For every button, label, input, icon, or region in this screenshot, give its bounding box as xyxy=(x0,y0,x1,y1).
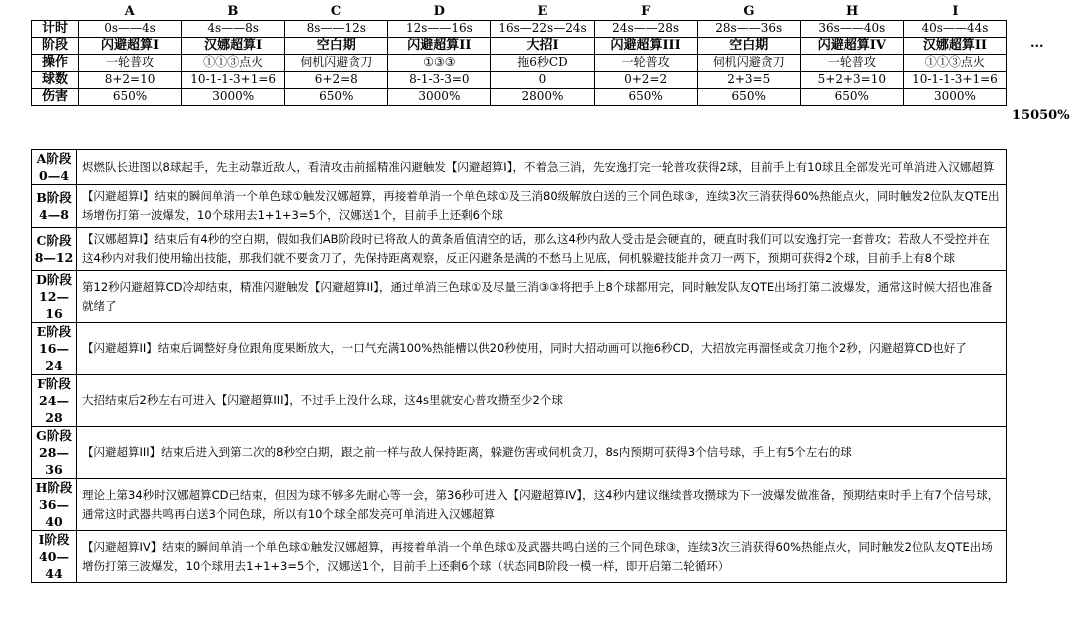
timeline-cell-damage: 650% xyxy=(697,89,800,106)
timeline-cell-time: 0s——4s xyxy=(79,21,182,38)
timeline-table xyxy=(31,20,1007,106)
timeline-cell-balls: 10-1-1-3+1=6 xyxy=(903,72,1006,89)
phase-description: 第12秒闪避超算CD冷却结束，精准闪避触发【闪避超算II】，通过单消三色球①及尽量三消③③将把手上8个球都用完，同时触发队友QTE出场打第二波爆发，通常这时候大招也准备就绪了 xyxy=(77,271,1007,323)
timeline-cell-time: 4s——8s xyxy=(182,21,285,38)
timeline-cell-stage: 汉娜超算I xyxy=(182,38,285,55)
phase-name: H阶段 xyxy=(35,480,73,495)
column-letter: F xyxy=(641,4,651,19)
phase-row xyxy=(32,427,1007,479)
timeline-cell-balls: 2+3=5 xyxy=(697,72,800,89)
timeline-cell-time: 24s——28s xyxy=(594,21,697,38)
row-header: 球数 xyxy=(32,72,79,89)
timeline-cell-stage: 汉娜超算II xyxy=(903,38,1006,55)
column-letter: D xyxy=(433,4,445,19)
phase-name: B阶段 xyxy=(36,190,72,205)
phase-header xyxy=(32,271,77,323)
timeline-cell-time: 28s——36s xyxy=(697,21,800,38)
phase-header xyxy=(32,479,77,531)
phase-row xyxy=(32,150,1007,185)
ellipsis: ... xyxy=(1030,36,1044,51)
timeline-cell-damage: 3000% xyxy=(182,89,285,106)
phase-header xyxy=(32,375,77,427)
timeline-cell-op: ①①③点火 xyxy=(903,55,1006,72)
timeline-cell-stage: 闪避超算I xyxy=(79,38,182,55)
column-letter: E xyxy=(537,4,548,19)
timeline-cell-damage: 3000% xyxy=(903,89,1006,106)
phase-description: 【闪避超算II】结束后调整好身位跟角度果断放大，一口气充满100%热能槽以供20秒使用，同时大招动画可以拖6秒CD，大招放完再溜怪或贪刀拖个2秒，闪避超算CD也好了 xyxy=(77,323,1007,375)
column-letter: H xyxy=(845,4,859,19)
timeline-row-balls xyxy=(32,72,1007,89)
phase-row xyxy=(32,479,1007,531)
phase-range: 8—12 xyxy=(34,250,74,265)
timeline-row-stage xyxy=(32,38,1007,55)
phase-header xyxy=(32,323,77,375)
phase-range: 40—44 xyxy=(39,549,69,581)
phase-description: 理论上第34秒时汉娜超算CD已结束，但因为球不够多先耐心等一会，第36秒可进入【闪避超算IV】，这4秒内建议继续普攻攒球为下一波爆发做准备，预期结束时手上有7个信号球，通常这时武器共鸣再白送3个同色球，所以有10个球全部发亮可单消进入汉娜超算 xyxy=(77,479,1007,531)
timeline-cell-balls: 10-1-1-3+1=6 xyxy=(182,72,285,89)
phase-range: 24—28 xyxy=(39,393,69,425)
phase-header xyxy=(32,427,77,479)
timeline-cell-op: 伺机闪避贪刀 xyxy=(285,55,388,72)
total-damage: 15050% xyxy=(1012,108,1070,123)
phase-description: 烬燃队长进图以8球起手，先主动靠近敌人，看清攻击前摇精准闪避触发【闪避超算I】，不着急三消，先安逸打完一轮普攻获得2球，目前手上有10球且全部发光可单消进入汉娜超算 xyxy=(77,150,1007,185)
timeline-cell-op: ①③③ xyxy=(388,55,491,72)
timeline-cell-time: 40s——44s xyxy=(903,21,1006,38)
timeline-cell-damage: 650% xyxy=(79,89,182,106)
timeline-cell-stage: 空白期 xyxy=(697,38,800,55)
timeline-cell-balls: 8-1-3-3=0 xyxy=(388,72,491,89)
phase-range: 16—24 xyxy=(39,341,69,373)
phase-row xyxy=(32,271,1007,323)
phase-row xyxy=(32,531,1007,583)
phase-row xyxy=(32,323,1007,375)
timeline-cell-time: 36s——40s xyxy=(800,21,903,38)
timeline-row-op xyxy=(32,55,1007,72)
timeline-cell-time: 12s——16s xyxy=(388,21,491,38)
timeline-row-time xyxy=(32,21,1007,38)
timeline-cell-op: 伺机闪避贪刀 xyxy=(697,55,800,72)
timeline-cell-damage: 650% xyxy=(594,89,697,106)
column-letter: C xyxy=(330,4,342,19)
column-letter: B xyxy=(227,4,239,19)
timeline-cell-balls: 5+2+3=10 xyxy=(800,72,903,89)
timeline-cell-balls: 8+2=10 xyxy=(79,72,182,89)
timeline-cell-op: 一轮普攻 xyxy=(594,55,697,72)
phase-range: 0—4 xyxy=(39,168,69,183)
timeline-cell-balls: 6+2=8 xyxy=(285,72,388,89)
phase-row xyxy=(32,228,1007,271)
timeline-cell-op: 拖6秒CD xyxy=(491,55,594,72)
phase-range: 4—8 xyxy=(39,207,69,222)
timeline-cell-time: 16s—22s—24s xyxy=(491,21,594,38)
phase-description: 【闪避超算I】结束的瞬间单消一个单色球①触发汉娜超算，再接着单消一个单色球①及三消80级解放白送的三个同色球③，连续3次三消获得60%热能点火，同时触发2位队友QTE出场增伤打第一波爆发，10个球用去1+1+3=5个，汉娜送1个，目前手上还剩6个球 xyxy=(77,185,1007,228)
phase-description: 【汉娜超算I】结束后有4秒的空白期，假如我们AB阶段时已将敌人的黄条盾值清空的话，那么这4秒内敌人受击是会硬直的，硬直时我们可以安逸打完一套普攻；若敌人不受控并在这4秒内对我们使用输出技能，那我们就不要贪刀了，先保持距离观察，反正闪避条是满的不愁马上见底，伺机躲避技能并贪刀一两下，预期可获得2个球，目前手上有8个球 xyxy=(77,228,1007,271)
column-letter: A xyxy=(124,4,135,19)
phase-name: D阶段 xyxy=(36,272,72,287)
timeline-cell-damage: 650% xyxy=(285,89,388,106)
phase-range: 36—40 xyxy=(39,497,69,529)
phase-range: 28—36 xyxy=(39,445,69,477)
phase-header xyxy=(32,185,77,228)
timeline-cell-op: ①①③点火 xyxy=(182,55,285,72)
timeline-cell-op: 一轮普攻 xyxy=(800,55,903,72)
phase-name: I阶段 xyxy=(38,532,70,547)
phase-name: E阶段 xyxy=(36,324,72,339)
phase-description: 大招结束后2秒左右可进入【闪避超算III】，不过手上没什么球，这4s里就安心普攻攒至少2个球 xyxy=(77,375,1007,427)
column-letter: I xyxy=(952,4,959,19)
phase-range: 12—16 xyxy=(39,289,69,321)
phase-header xyxy=(32,228,77,271)
row-header: 计时 xyxy=(32,21,79,38)
phase-header xyxy=(32,150,77,185)
timeline-cell-stage: 闪避超算IV xyxy=(800,38,903,55)
row-header: 伤害 xyxy=(32,89,79,106)
timeline-cell-op: 一轮普攻 xyxy=(79,55,182,72)
timeline-cell-damage: 650% xyxy=(800,89,903,106)
timeline-cell-time: 8s——12s xyxy=(285,21,388,38)
phase-name: C阶段 xyxy=(36,233,72,248)
timeline-row-damage xyxy=(32,89,1007,106)
row-header: 操作 xyxy=(32,55,79,72)
timeline-cell-stage: 闪避超算III xyxy=(594,38,697,55)
phase-description: 【闪避超算IV】结束的瞬间单消一个单色球①触发汉娜超算，再接着单消一个单色球①及武器共鸣白送的三个同色球③，连续3次三消获得60%热能点火，同时触发2位队友QTE出场增伤打第三波爆发，10个球用去1+1+3=5个，汉娜送1个，目前手上还剩6个球（状态同B阶段一模一样，即开启第二轮循环） xyxy=(77,531,1007,583)
timeline-cell-stage: 大招I xyxy=(491,38,594,55)
phase-description: 【闪避超算III】结束后进入到第二次的8秒空白期，跟之前一样与敌人保持距离，躲避伤害或伺机贪刀，8s内预期可获得3个信号球，手上有5个左右的球 xyxy=(77,427,1007,479)
phase-row xyxy=(32,185,1007,228)
timeline-cell-balls: 0+2=2 xyxy=(594,72,697,89)
phase-row xyxy=(32,375,1007,427)
phase-table xyxy=(31,149,1007,583)
timeline-cell-damage: 2800% xyxy=(491,89,594,106)
phase-name: F阶段 xyxy=(37,376,71,391)
timeline-cell-stage: 闪避超算II xyxy=(388,38,491,55)
timeline-cell-damage: 3000% xyxy=(388,89,491,106)
column-letter: G xyxy=(743,4,755,19)
row-header: 阶段 xyxy=(32,38,79,55)
phase-header xyxy=(32,531,77,583)
timeline-cell-balls: 0 xyxy=(491,72,594,89)
phase-name: A阶段 xyxy=(36,151,72,166)
column-letters xyxy=(78,4,1007,19)
phase-name: G阶段 xyxy=(36,428,72,443)
timeline-cell-stage: 空白期 xyxy=(285,38,388,55)
